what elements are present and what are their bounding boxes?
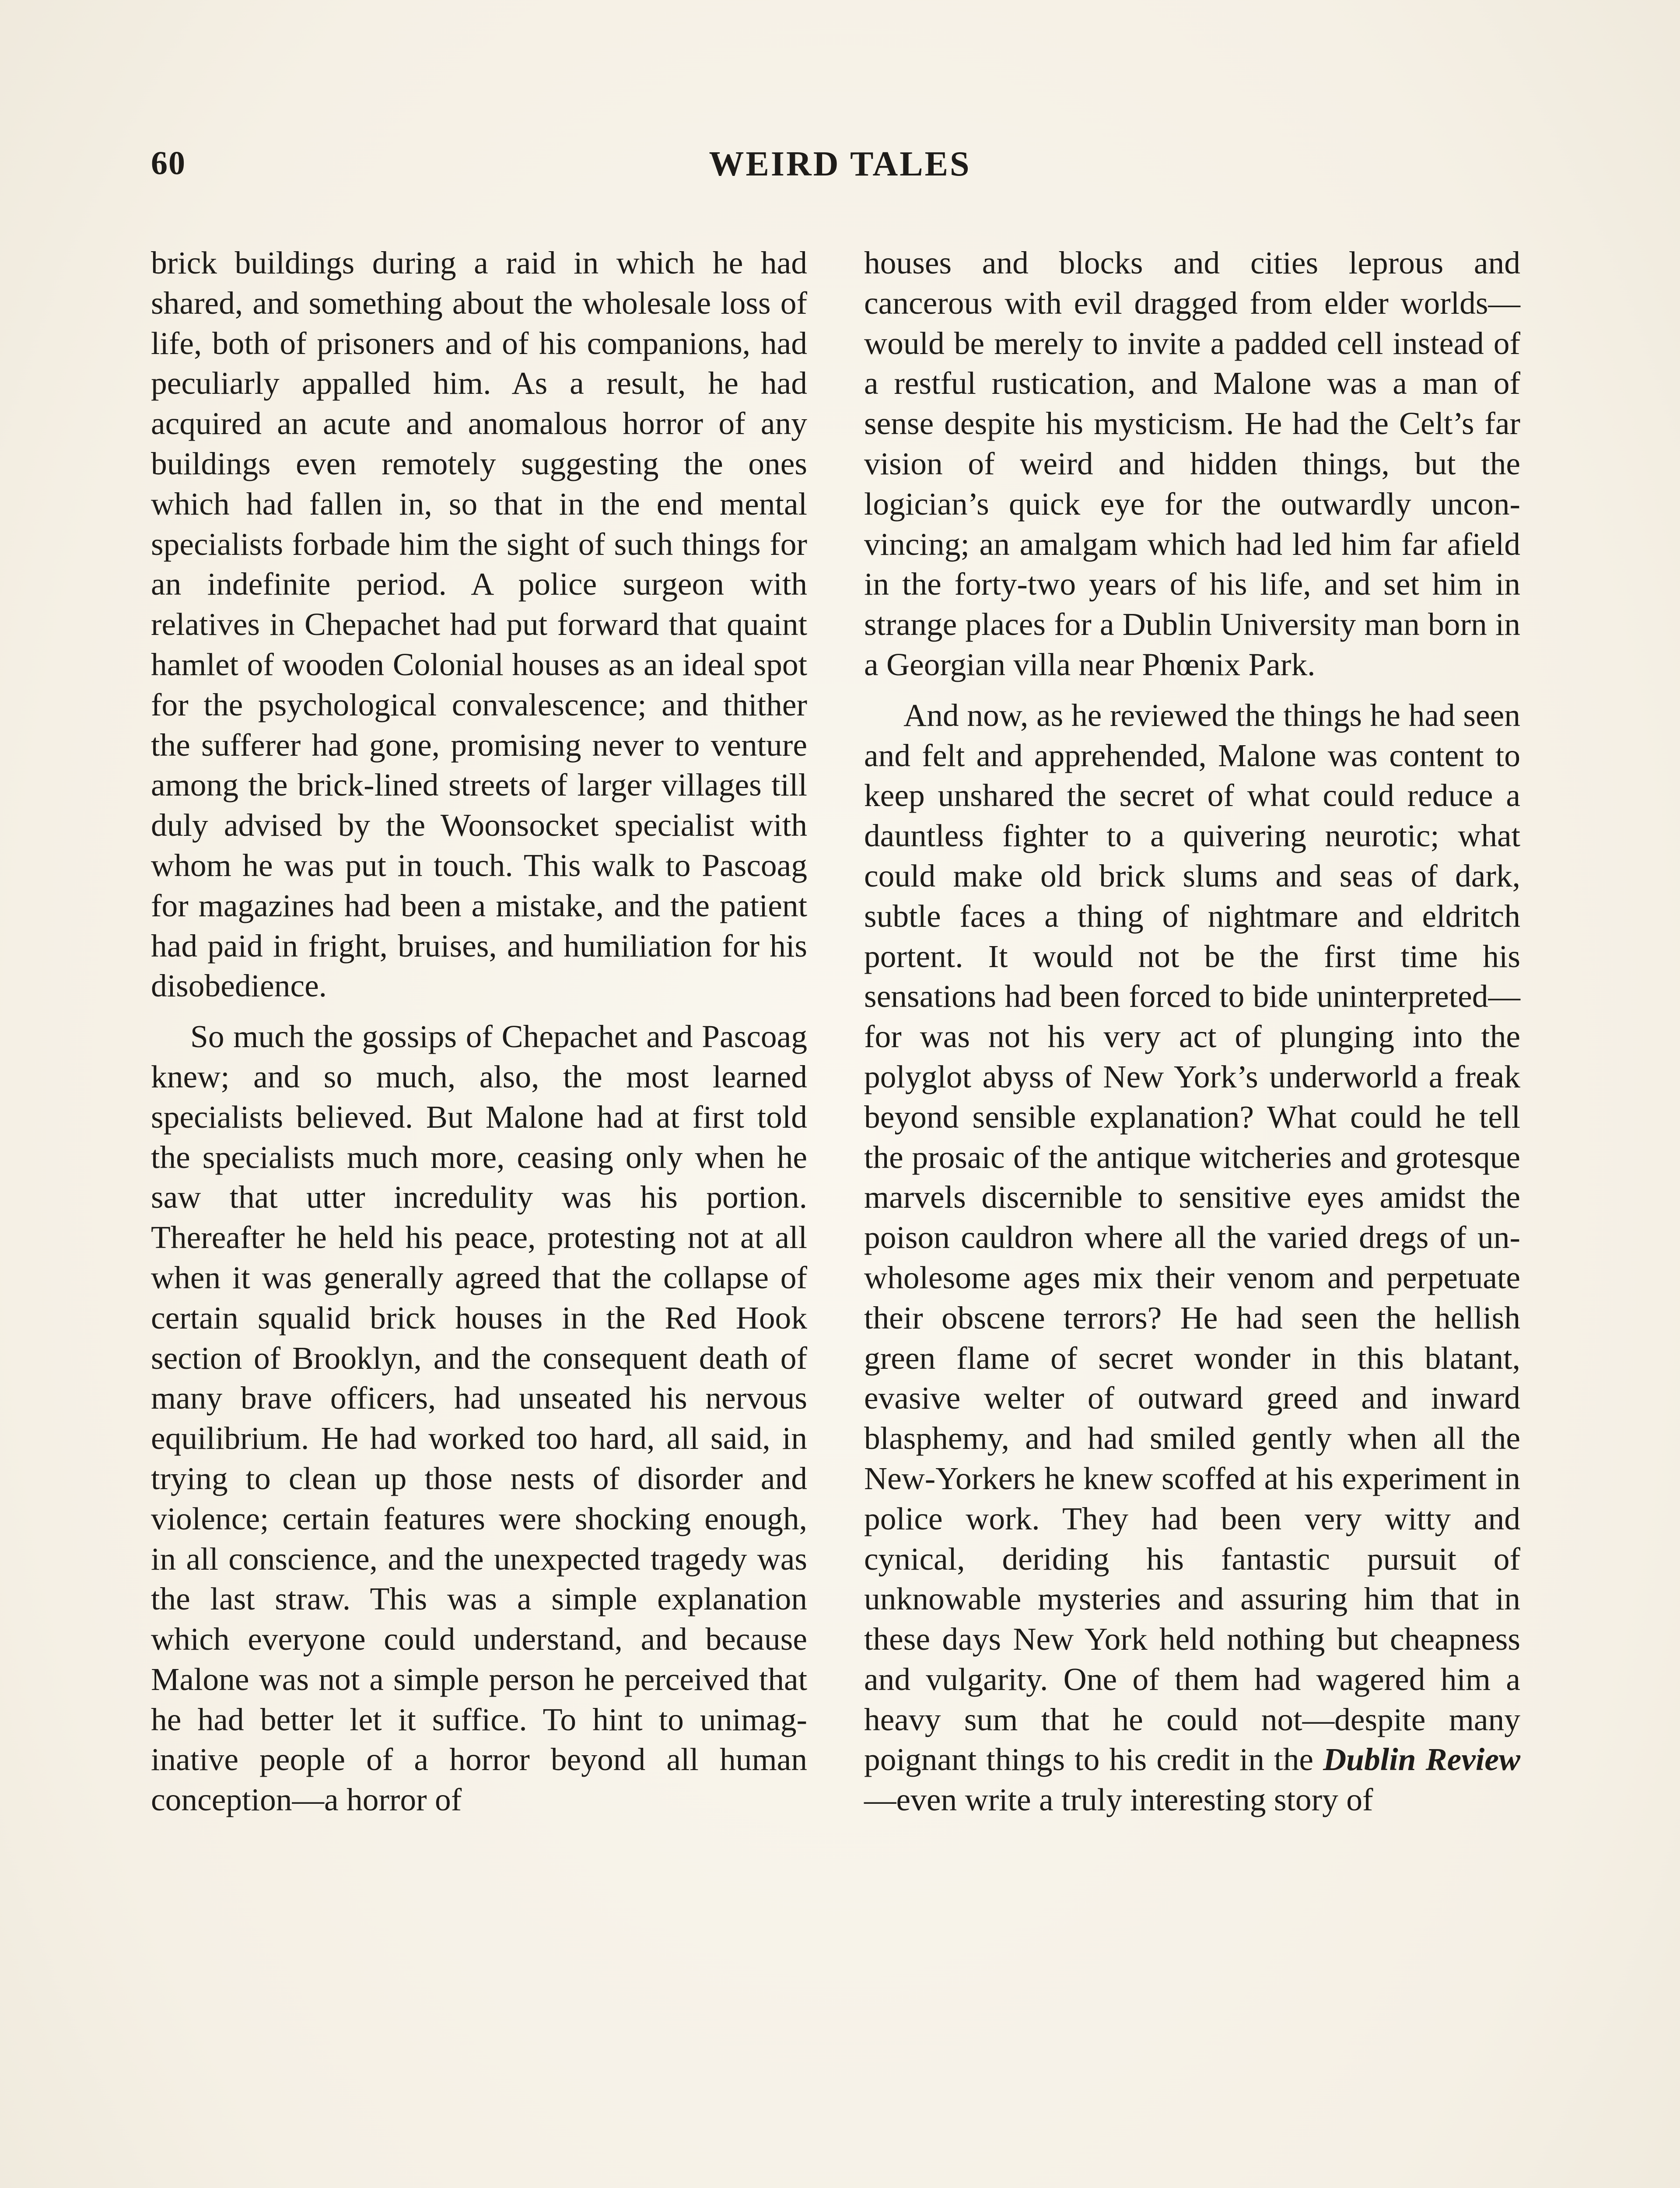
right-text-column bbox=[864, 243, 1520, 1820]
running-head-title: WEIRD TALES bbox=[709, 145, 971, 183]
left-paragraph-2: So much the gossips of Chepachet and Pascoag knew; and so much, also, the most learned specialists believed. But Malone had at first told the specialists much more, ceasing only when he saw that utter incredulity was his portion. Thereafter he held his peace, protesting not at all when it was generally agreed that the collapse of certain squalid brick houses in the Red Hook section of Brooklyn, and the consequent death of many brave officers, had unseated his nervous equilibrium. He had worked too hard, all said, in trying to clean up those nests of disorder and violence; certain features were shocking enough, in all conscience, and the unexpected tragedy was the last straw. This was a simple explanation which everyone could understand, and because Malone was not a simple person he perceived that he had better let it suffice. To hint to unimaginative people of a horror beyond all human conception—a horror of bbox=[151, 1019, 807, 1818]
left-paragraph-1: brick buildings during a raid in which he had shared, and something about the wholesale loss of life, both of prisoners and of his companions, had peculiarly appalled him. As a result, he had acquired an acute and anomalous horror of any buildings even remotely suggesting the ones which had fallen in, so that in the end mental specialists forbade him the sight of such things for an indefinite period. A police surgeon with relatives in Chepachet had put forward that quaint hamlet of wooden Colonial houses as an ideal spot for the psychological convalescence; and thither the sufferer had gone, promising never to venture among the brick-lined streets of larger villages till duly advised by the Woonsocket specialist with whom he was put in touch. This walk to Pascoag for magazines had been a mistake, and the patient had paid in fright, bruises, and humiliation for his disobedience. bbox=[151, 245, 807, 1004]
dublin-review-title: Dublin Review bbox=[1323, 1742, 1520, 1778]
right-paragraph-2 bbox=[864, 695, 1520, 1820]
left-text-column bbox=[151, 243, 807, 1820]
right-paragraph-1: houses and blocks and cities leprous and cancerous with evil dragged from elder worlds—would be merely to invite a padded cell instead of a restful rustication, and Malone was a man of sense despite his mysticism. He had the Celt’s far vision of weird and hidden things, but the logician’s quick eye for the outwardly unconvincing; an amalgam which had led him far afield in the forty-two years of his life, and set him in strange places for a Dublin University man born in a Georgian villa near Phœnix Park. bbox=[864, 245, 1520, 682]
right-paragraph-2-text-b: —even write a truly interesting story of bbox=[864, 1782, 1373, 1818]
page-number: 60 bbox=[151, 145, 186, 182]
right-paragraph-2-text-a: And now, as he reviewed the things he had seen and felt and apprehended, Malone was content to keep unshared the secret of what could reduce a dauntless fighter to a quivering neurotic; what could make old brick slums and seas of dark, subtle faces a thing of nightmare and eldritch portent. It would not be the first time his sensations had been forced to bide uninterpreted—for was not his very act of plunging into the polyglot abyss of New York’s underworld a freak beyond sensible explanation? What could he tell the prosaic of the antique witcheries and grotesque marvels discernible to sensitive eyes amidst the poison cauldron where all the varied dregs of unwholesome ages mix their venom and perpetuate their obscene terrors? He had seen the hellish green flame of secret wonder in this blatant, evasive welter of outward greed and inward blasphemy, and had smiled gently when all the New-Yorkers he knew scoffed at his experiment in police work. They had been very witty and cynical, deriding his fantastic pursuit of unknowable mysteries and assuring him that in these days New York held nothing but cheapness and vulgarity. One of them had wagered him a heavy sum that he could not—despite many poignant things to his credit in the bbox=[864, 697, 1520, 1778]
